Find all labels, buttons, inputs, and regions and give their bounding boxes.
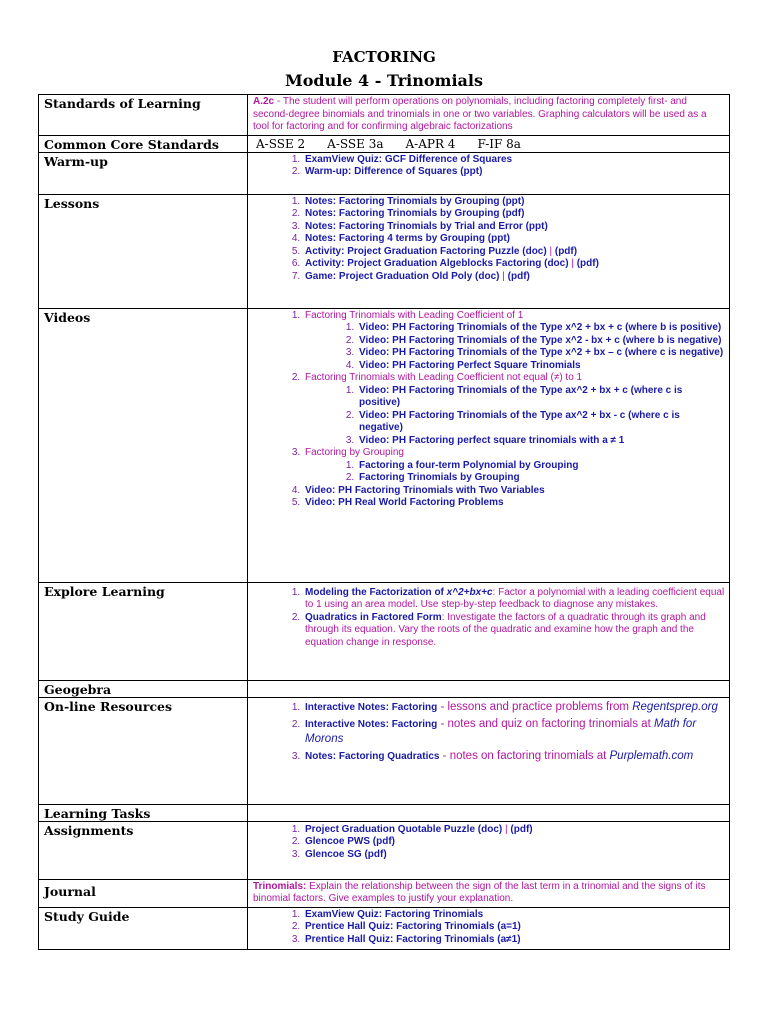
gizmo-title: Modeling the Factorization of — [305, 586, 447, 598]
row-label: Videos — [39, 308, 248, 582]
row-online-resources — [39, 697, 730, 804]
ccs-standard: A-APR 4 — [405, 136, 456, 151]
separator: | — [499, 270, 508, 282]
pdf-link[interactable]: (pdf) — [510, 823, 533, 835]
lesson-link[interactable]: Notes: Factoring Trinomials by Grouping (pdf) — [305, 208, 525, 219]
ccs-standard: A-SSE 3a — [327, 136, 384, 151]
video-group-heading: Factoring Trinomials with Leading Coefficient of 1 — [305, 309, 524, 321]
resource-link[interactable]: Interactive Notes: Factoring — [305, 718, 438, 730]
video-link[interactable]: 3. Video: PH Factoring Trinomials of the Type x^2 + bx – c (where c is negative) — [357, 347, 725, 360]
row-label: Study Guide — [39, 907, 248, 949]
row-warm-up — [39, 152, 730, 194]
video-link[interactable]: 4. Video: PH Factoring Perfect Square Trinomials — [357, 360, 725, 373]
resource-site-link[interactable]: Purplemath.com — [609, 749, 694, 762]
gizmo-math: x^2+bx+c — [446, 586, 493, 598]
journal-heading: Trinomials: — [253, 880, 307, 892]
module-table — [38, 94, 730, 950]
row-content — [248, 804, 730, 821]
study-guide-link[interactable]: 3. Prentice Hall Quiz: Factoring Trinomials (a≠1) — [303, 934, 725, 947]
separator: | — [502, 823, 511, 835]
row-content — [248, 907, 730, 949]
video-link[interactable]: 1. Video: PH Factoring Trinomials of the Type ax^2 + bx + c (where c is positive) — [357, 385, 725, 410]
resource-link[interactable]: Notes: Factoring Quadratics — [305, 750, 440, 762]
assignment-link[interactable]: 3. Glencoe SG (pdf) — [303, 849, 725, 862]
row-label: Assignments — [39, 821, 248, 879]
row-content — [248, 680, 730, 697]
resource-description: - lessons and practice problems from — [437, 700, 633, 713]
warmup-link[interactable]: 1. ExamView Quiz: GCF Difference of Squares — [303, 154, 725, 167]
row-assignments — [39, 821, 730, 879]
warmup-link[interactable]: 2. Warm-up: Difference of Squares (ppt) — [303, 166, 725, 179]
separator: | — [568, 258, 577, 269]
sol-text: - The student will perform operations on polynomials, including factoring completely first- and second-degree binomials and trinomials in one or two variables. Graphing calculators will be used as a tool for factoring and for confirming algebraic factorizations — [253, 96, 707, 132]
resource-description: - notes on factoring trinomials at — [439, 749, 610, 762]
video-link[interactable]: 1. Factoring a four-term Polynomial by Grouping — [357, 460, 725, 473]
gizmo-link[interactable]: Quadratics in Factored Form — [305, 611, 442, 623]
row-common-core — [39, 135, 730, 152]
video-link[interactable]: 2. Factoring Trinomials by Grouping — [357, 472, 725, 485]
gizmo-description: : Factor a polynomial with a leading coefficient equal to 1 using an area model. Use step-by-step feedback to diagnose any mistakes. — [305, 586, 725, 610]
lesson-link[interactable]: Game: Project Graduation Old Poly (doc) — [305, 270, 500, 282]
row-label: Explore Learning — [39, 582, 248, 680]
separator: | — [546, 245, 555, 257]
lesson-link[interactable]: Notes: Factoring Trinomials by Trial and Error (ppt) — [305, 220, 548, 232]
row-study-guide — [39, 907, 730, 949]
lesson-link[interactable]: Notes: Factoring 4 terms by Grouping (ppt) — [305, 233, 511, 244]
row-content — [248, 879, 730, 907]
resource-site-link[interactable]: Regentsprep.org — [632, 700, 718, 713]
video-link[interactable]: 2. Video: PH Factoring Trinomials of the Type ax^2 + bx - c (where c is negative) — [357, 410, 725, 435]
video-link[interactable]: 1. Video: PH Factoring Trinomials of the Type x^2 + bx + c (where b is positive) — [357, 322, 725, 335]
document-title: FACTORING — [332, 48, 436, 66]
sol-code-link[interactable]: A.2c — [253, 96, 275, 107]
video-link[interactable]: 2. Video: PH Factoring Trinomials of the Type x^2 - bx + c (where b is negative) — [357, 335, 725, 348]
row-content — [248, 582, 730, 680]
ccs-standard: A-SSE 2 — [256, 136, 306, 151]
resource-description: - notes and quiz on factoring trinomials at — [437, 717, 654, 730]
row-journal — [39, 879, 730, 907]
row-label: On-line Resources — [39, 697, 248, 804]
row-label: Learning Tasks — [39, 804, 248, 821]
study-guide-link[interactable]: 2. Prentice Hall Quiz: Factoring Trinomials (a=1) — [303, 921, 725, 934]
row-content — [248, 135, 730, 152]
gizmo-link[interactable] — [305, 587, 493, 598]
row-label: Geogebra — [39, 680, 248, 697]
row-content — [248, 821, 730, 879]
pdf-link[interactable]: (pdf) — [576, 258, 599, 269]
assignment-link[interactable]: Project Graduation Quotable Puzzle (doc) — [305, 823, 503, 835]
row-label: Common Core Standards — [39, 135, 248, 152]
pdf-link[interactable]: (pdf) — [554, 245, 578, 257]
video-group-heading: Factoring Trinomials with Leading Coefficient not equal (≠) to 1 — [305, 372, 583, 383]
row-label: Lessons — [39, 194, 248, 308]
resource-site-link[interactable]: Math for Morons — [305, 717, 697, 745]
row-standards-of-learning — [39, 95, 730, 136]
video-link[interactable]: 5. Video: PH Real World Factoring Problems — [303, 497, 725, 510]
row-label: Warm-up — [39, 152, 248, 194]
row-content — [248, 697, 730, 804]
video-link[interactable]: 4. Video: PH Factoring Trinomials with Two Variables — [303, 485, 725, 498]
resource-link[interactable]: Interactive Notes: Factoring — [305, 701, 438, 713]
row-label: Standards of Learning — [39, 95, 248, 136]
row-learning-tasks — [39, 804, 730, 821]
study-guide-link[interactable]: 1. ExamView Quiz: Factoring Trinomials — [303, 909, 725, 922]
gizmo-description: : Investigate the factors of a quadratic through its graph and through its equation. Vary the roots of the quadratic and examine how the graph and the equation change in response. — [305, 611, 706, 648]
video-group-heading: Factoring by Grouping — [305, 447, 404, 458]
row-label: Journal — [39, 879, 248, 907]
pdf-link[interactable]: (pdf) — [507, 270, 530, 282]
ccs-standard: F-IF 8a — [477, 136, 521, 151]
row-content — [248, 95, 730, 136]
row-content — [248, 152, 730, 194]
row-content — [248, 194, 730, 308]
lesson-link[interactable]: Activity: Project Graduation Factoring Puzzle (doc) — [305, 245, 547, 257]
row-videos — [39, 308, 730, 582]
row-content — [248, 308, 730, 582]
lesson-link[interactable]: Notes: Factoring Trinomials by Grouping (ppt) — [305, 195, 525, 207]
journal-prompt: Explain the relationship between the sign of the last term in a trinomial and the signs of its binomial factors. Give examples to justify your explanation. — [253, 880, 706, 904]
row-lessons — [39, 194, 730, 308]
row-geogebra — [39, 680, 730, 697]
video-link[interactable]: 3. Video: PH Factoring perfect square trinomials with a ≠ 1 — [357, 435, 725, 448]
document-subtitle: Module 4 - Trinomials — [285, 71, 483, 90]
row-explore-learning — [39, 582, 730, 680]
lesson-link[interactable]: Activity: Project Graduation Algeblocks Factoring (doc) — [305, 258, 569, 269]
assignment-link[interactable]: 2. Glencoe PWS (pdf) — [303, 836, 725, 849]
